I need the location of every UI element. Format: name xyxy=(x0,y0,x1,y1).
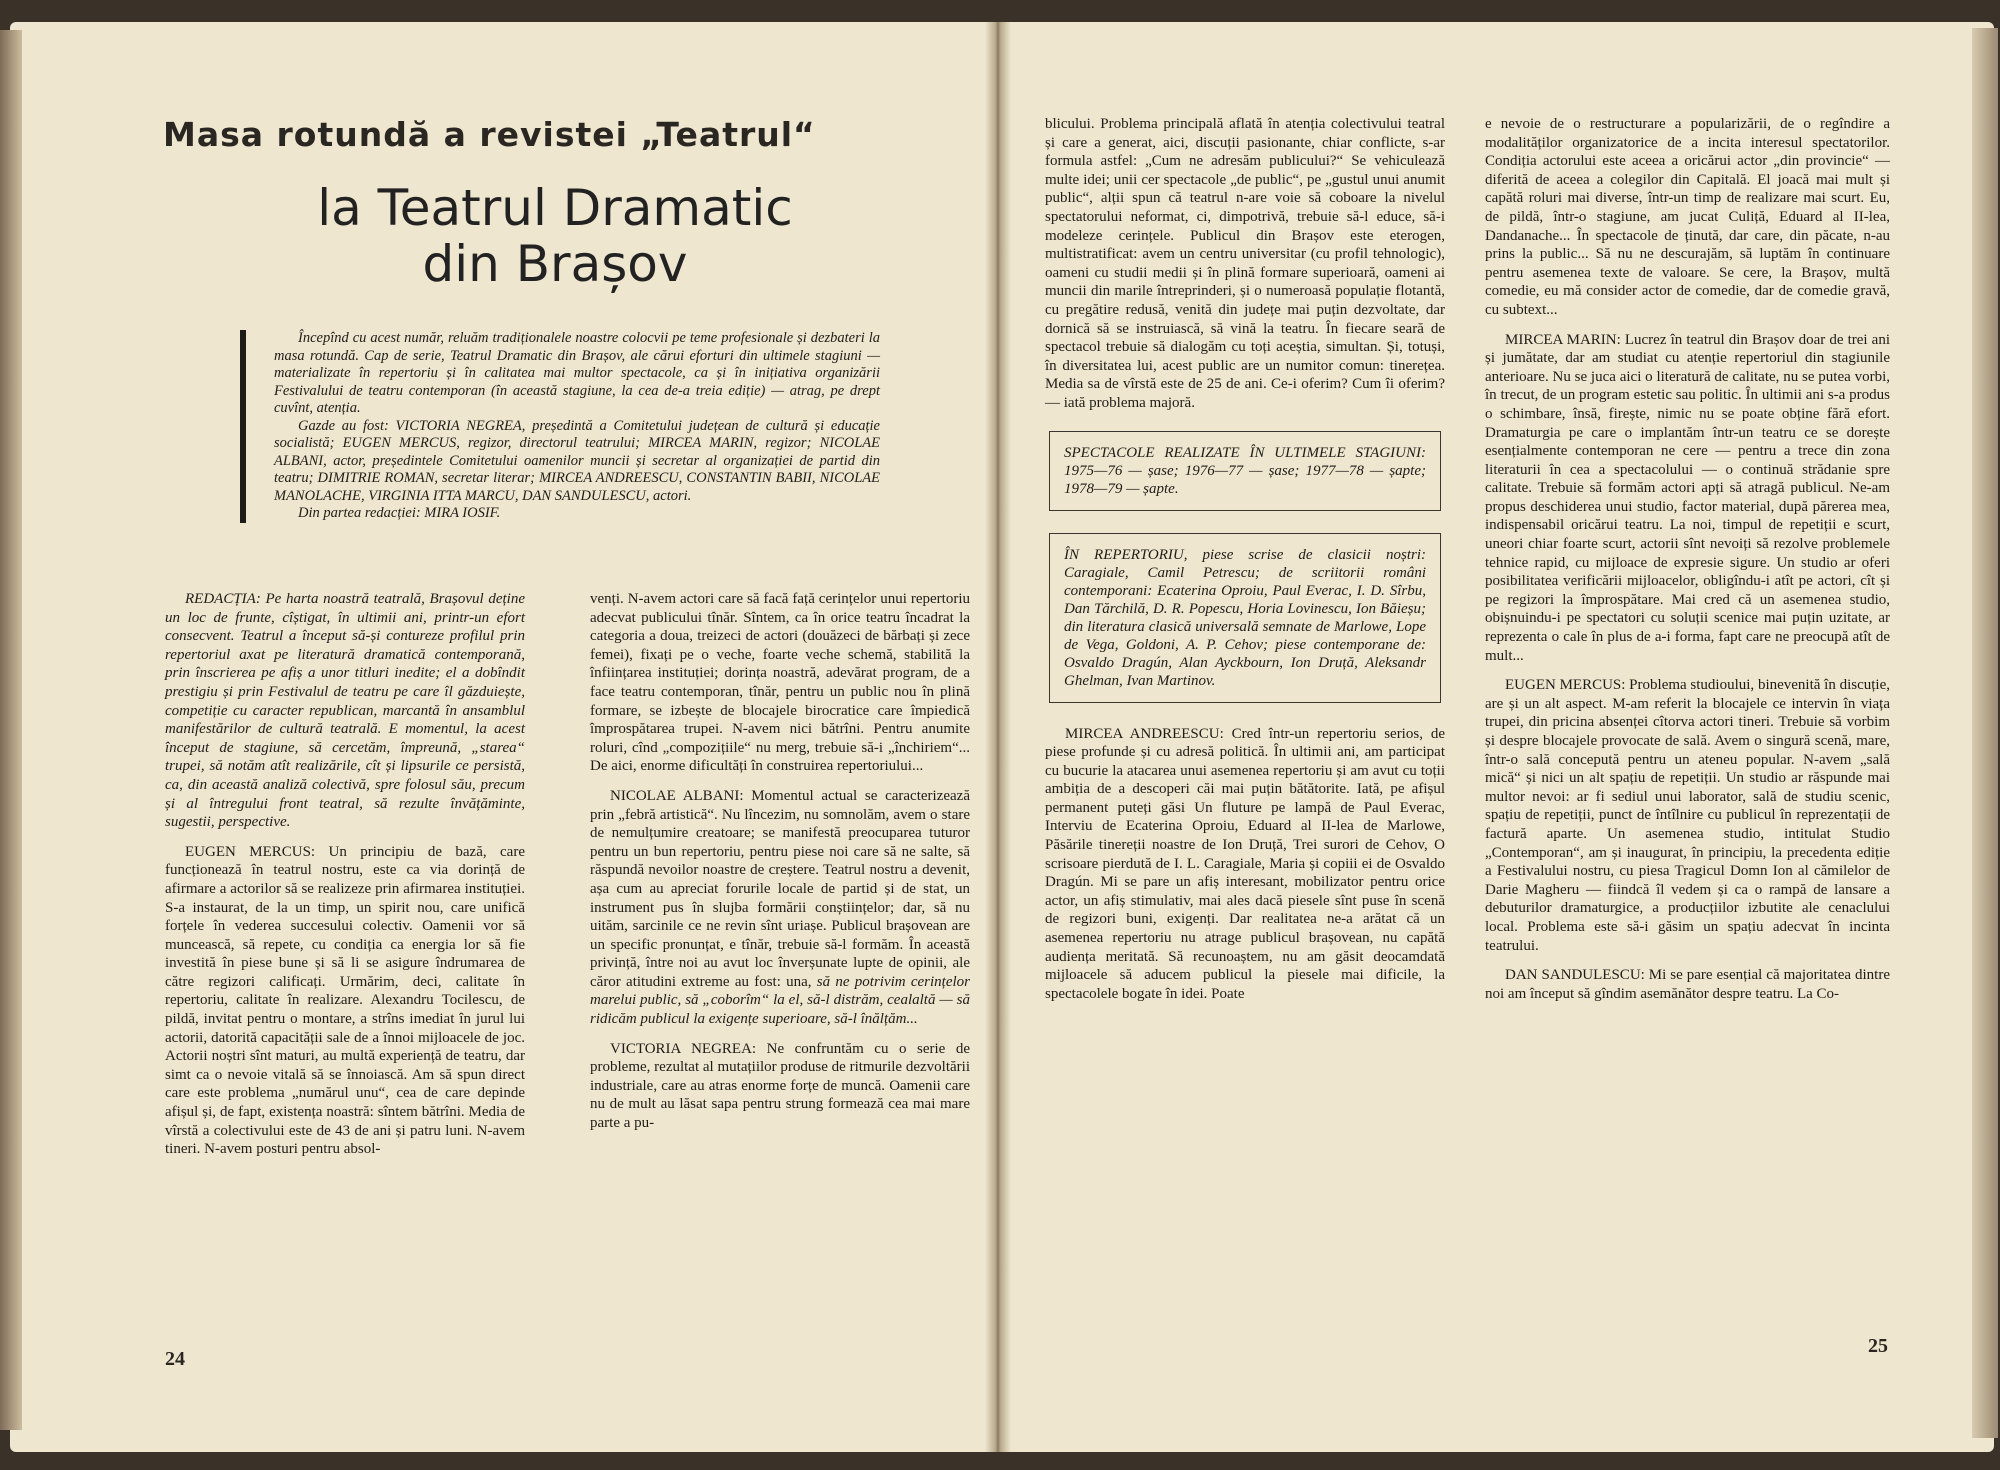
repertoire-box: ÎN REPERTORIU, piese scrise de clasicii noștri: Caragiale, Camil Petrescu; de scriitorii români contemporani: Ecaterina Oproiu, Paul Everac, I. D. Sîrbu, Dan Tărchilă, D. R. Popescu, Horia Lovinescu, Ion Băieșu; din literatura clasică universală semnate de Marlowe, Lope de Vega, Goldoni, A. P. Cehov; piese contemporane de: Osvaldo Dragún, Alan Ayckbourn, Ion Druță, Aleksandr Ghelman, Ivan Martinov. xyxy=(1049,533,1441,703)
intro-block xyxy=(240,330,880,523)
intro-paragraph: Începînd cu acest număr, reluăm tradiționalele noastre colocvii pe teme profesionale și dezbateri la masa rotundă. Cap de serie, Teatrul Dramatic din Brașov, ale cărui eforturi din ultimele stagiuni — materializate în repertoriu și în calitatea mai multor spectacole, ca și în inițiativa organizării Festivalului de teatru contemporan (în această stagiune, la cea de-a treia ediție) — atrag, pe drept cuvînt, atenția. xyxy=(274,330,880,416)
paragraph-negrea: VICTORIA NEGREA: Ne confruntăm cu o serie de probleme, rezultat al mutațiilor produse de ritmurile dezvoltării industriale, care au atras enorme forțe de muncă. Oamenii care nu de mult au lăsat sapa pentru strung formează cea mai mare parte a pu- xyxy=(590,1040,970,1132)
paragraph-mercus-2: EUGEN MERCUS: Problema studioului, binevenită în discuție, are și un alt aspect. M-am referit la blocajele ce intervin în viața trupei, din pricina absenței cîtorva actori tineri. Trebuie să vorbim și despre blocajele provocate de sală. Avem o singură scenă, mare, într-o sală concepută pentru un ateneu popular. N-avem „sală mică“ și nici un alt spațiu de repetiții. Un studio ar răspunde mai multor nevoi: ar fi sediul unui laborator, sală de studiu scenic, spațiu de repetiții, punct de întîlnire cu publicul în reprezentații de factură aparte. Un asemenea studio, intitulat Studio „Contemporan“, am și inaugurat, în principiu, la precedenta ediție a Festivalului nostru, cu piesa Tragicul Domn Ion al cămilelor de Darie Magheru — fiindcă îl vedem și ca o rampă de lansare a debuturilor dramaturgice, a producțiilor izbutite ale cenaclului local. Problema este să-i găsim un spațiu adecvat în incinta teatrului. xyxy=(1485,677,1890,954)
albani-italic: să ne potrivim cerințelor marelui public, să „coborîm“ la el, să-l distrăm, cealaltă — să ridicăm publicul la exigențe superioare, să-l înălțăm... xyxy=(590,973,970,1028)
title-line-2: din Brașov xyxy=(422,235,688,293)
page-number-right: 25 xyxy=(1868,1335,1888,1357)
title-line-1: la Teatrul Dramatic xyxy=(317,179,793,237)
column-2 xyxy=(590,590,970,1144)
column-1 xyxy=(165,590,525,1170)
paragraph-redactia: REDACȚIA: Pe harta noastră teatrală, Brașovul deține un loc de frunte, cîștigat, în ultimii ani, printr-un efort consecvent. Teatrul a început să-și contureze profilul prin repertoriul axat pe literatură dramatică contemporană, prin înscrierea pe afiș a unor titluri inedite; el a dobîndit prestigiu și prin Festivalul de teatru pe care îl găzduiește, competiție cu caracter republican, marcantă în ansamblul manifestărilor de cultură teatrală. E momentul, la acest început de stagiune, să cercetăm, împreună, „starea“ trupei, să notăm atît realizările, cît și lipsurile ce persistă, ca, din această analiză colectivă, spre folosul său, precum și al întregului front teatral, să rezulte învățăminte, sugestii, perspective. xyxy=(165,591,525,831)
book-left-edge xyxy=(0,30,22,1430)
book-gutter xyxy=(985,22,1011,1452)
stats-box: SPECTACOLE REALIZATE ÎN ULTIMELE STAGIUNI: 1975—76 — șase; 1976—77 — șase; 1977—78 — șapte; 1978—79 — șapte. xyxy=(1049,431,1441,511)
paragraph-marin: MIRCEA MARIN: Lucrez în teatrul din Brașov doar de trei ani și jumătate, dar am studiat cu atenție repertoriul din stagiunile anterioare. Nu se juca aici o literatură de calitate, nu se putea vorbi, în trecut, de un program estetic sau politic. În ultimii ani s-a produs o schimbare, însă, firește, nimic nu se poate obține fără efort. Dramaturgia pe care o implantăm într-un teatru ce se dorește esențialmente contemporan ne cere — pentru a trece din zona literaturii în cea a spectacolului — o continuă strădanie spre calitate. Trebuie să formăm actori apți să atragă publicul. Ne-am propus deschiderea unui studio, factor material, după părerea mea, indispensabil oricărui teatru. La noi, timpul de repetiții e scurt, uneori chiar foarte scurt, actorii sînt nevoiți să rezolve problemele tehnice rapid, cu mijloace de expresie sigure. Un studio ar oferi posibilitatea verificării mijloacelor, obligîndu-i atît pe actori, cît și pe regizori la împrospătare. Mai cred că un asemenea studio, obișnuindu-i pe spectatori cu soluții scenice mai puțin uzitate, ar reprezenta o cale în plus de a-i forma, fapt care ne preocupă atît de mult... xyxy=(1485,331,1890,664)
right-page xyxy=(1015,40,1965,1435)
intro-participants: Gazde au fost: VICTORIA NEGREA, președintă a Comitetului județean de cultură și educație socialistă; EUGEN MERCUS, regizor, directorul teatrului; MIRCEA MARIN, regizor; NICOLAE ALBANI, actor, președintele Comitetului oamenilor muncii și secretar al organizației de partid din teatru; DIMITRIE ROMAN, secretar literar; MIRCEA ANDREESCU, CONSTANTIN BABII, NICOLAE MANOLACHE, VIRGINIA ITTA MARCU, DAN SANDULESCU, actori. xyxy=(274,417,880,504)
book-right-edge xyxy=(1972,28,1998,1438)
paragraph-andreescu-cont: e nevoie de o restructurare a popularizării, de o regîndire a modalităților organizatorice de a incita interesul spectatorilor. Condiția actorului este aceea a oricărui actor „din provincie“ — diferită de aceea a colegilor din Capitală. El joacă mai mult și capătă roluri mai diverse, într-un timp de realizare mai scurt. Eu, de pildă, într-o stagiune, am jucat Culiță, Eduard al II-lea, Dandanache... În spectacole de ținută, dar care, din păcate, n-au prins la public... Să nu ne descurajăm, să luptăm în continuare pentru asemenea texte de valoare. Se cere, la Brașov, multă comedie, eu mă consider actor de comedie, dar de comedie gravă, cu subtext... xyxy=(1485,116,1890,318)
paragraph-mercus: EUGEN MERCUS: Un principiu de bază, care funcționează în teatrul nostru, este ca via dorință de afirmare a actorilor să se realizeze prin afirmarea instituției. S-a instaurat, de la un timp, un spirit nou, care unifică forțele în vederea succesului colectiv. Oamenii vor să muncească, să repete, cu condiția ca energia lor să fie investită în piese bune și să li se asigure îndrumarea de către regizori calificați. Urmărim, deci, calitate în repertoriu, calitate în realizare. Alexandru Tocilescu, de pildă, invitat pentru o montare, a strîns imediat în jurul lui actorii, datorită capacității sale de a înnoi mijloacele de joc. Actorii noștri sînt maturi, au multă experiență de teatru, dar simt ca o nevoie vitală să se înnoiască. Am să spun direct care este problema „numărul unu“, cea de care depinde afișul și, de fapt, existența noastră: sîntem bătrîni. Media de vîrstă a colectivului este de 43 de ani și patru luni. N-avem tineri. N-avem posturi pentru absol- xyxy=(165,843,525,1158)
paragraph-sandulescu: DAN SANDULESCU: Mi se pare esențial că majoritatea dintre noi am început să gîndim asemănător despre teatru. La Co- xyxy=(1485,967,1890,1002)
paragraph-andreescu: MIRCEA ANDREESCU: Cred într-un repertoriu serios, de piese profunde și cu adresă politică. În ultimii ani, am participat cu bucurie la atacarea unui asemenea repertoriu și am avut cu toții ambiția de a descoperi căi mai puțin bătătorite. Iată, pe afișul permanent puteți găsi Un fluture pe lampă de Paul Everac, Interviu de Ecaterina Oproiu, Eduard al II-lea de Marlowe, Păsările tinereții noastre de Ion Druță, Trei surori de Cehov, O scrisoare pierdută de I. L. Caragiale, Maria și copiii ei de Osvaldo Dragún. Mi se pare un afiș interesant, mobilizator pentru orice actor, un afiș stimulativ, mai ales dacă piesele sînt puse în scenă de regizori buni, exigenți. Dar realitatea ne-a arătat că un asemenea repertoriu nu atrage publicul brașovean, nu capătă audiența meritată. Să recunoaștem, nu am găsit deocamdată mijloacele să aducem publicul la piesele mai dificile, la spectacolele bogate în idei. Poate xyxy=(1045,725,1445,1002)
albani-text: NICOLAE ALBANI: Momentul actual se caracterizează prin „febră artistică“. Nu lîncezim, nu somnolăm, avem o stare de nemulțumire creatoare; se manifestă preocuparea tuturor pentru un bun repertoriu, pentru piese noi care să ne salte, să răspundă nevoilor noastre de creștere. Teatrul nostru a devenit, așa cum au apreciat forurile locale de partid și de stat, un instrument pus în slujba formării conștiințelor; dar, să nu uităm, sarcinile ce ne revin sînt uriașe. Publicul brașovean are un specific pronunțat, e tînăr, trebuie să-l formăm. În această privință, între noi au avut loc înverșunate lupte de opinii, ale căror atitudini extreme au fost: una, xyxy=(590,787,970,990)
paragraph-negrea-cont: blicului. Problema principală aflată în atenția colectivului teatral și care a generat, aici, discuții pasionante, chiar conflicte, s-ar formula astfel: „Cum ne adresăm publicului?“ Se vehiculează multe idei; unii cer spectacole „de public“, pe „gustul unui anumit public“, alții spun că teatrul n-are voie să coboare la nivelul spectatorului neformat, ci, dimpotrivă, trebuie să-l educe, să-i modeleze cerințele. Publicul din Brașov este eterogen, multistratificat: avem un centru universitar (cu profil tehnologic), oameni cu studii medii și în plină formare superioară, oameni ai muncii din marile întreprinderi, și o numeroasă populație flotantă, cu pregătire redusă, venită din județe mai puțin dezvoltate, dar dornică să se instruiască, să vină la teatru. În fiecare seară de spectacol trebuie să dialogăm cu toți aceștia, simultan. Și, totuși, în diversitatea lui, acest public are un numitor comun: tinerețea. Media sa de vîrstă este de 25 de ani. Ce-i oferim? Cum îi oferim? — iată problema majoră. xyxy=(1045,116,1445,411)
left-page xyxy=(35,40,980,1435)
paragraph-continuation: venți. N-avem actori care să facă față cerințelor unui repertoriu adecvat publicului tînăr. Sîntem, ca în orice teatru încadrat la categoria a doua, treizeci de actori (douăzeci de bărbați și zece femei), fixați pe o veche, foarte veche schemă, stabilită la înființarea instituției; dorința noastră, adevărat program, de a face teatru contemporan, tînăr, pentru un public nou în plină formare, se izbește de blocajele birocratice care împiedică împrospătarea trupei. N-avem nici bătrîni. Pentru anumite roluri, cînd „compozițiile“ nu merg, trebuie să-i „închiriem“... De aici, enorme dificultăți în construirea repertoriului... xyxy=(590,591,970,775)
series-kicker: Masa rotundă a revistei „Teatrul“ xyxy=(163,115,816,154)
page-number-left: 24 xyxy=(165,1348,185,1370)
intro-editorial: Din partea redacției: MIRA IOSIF. xyxy=(298,505,501,521)
article-title xyxy=(205,180,905,292)
column-3 xyxy=(1045,115,1445,1014)
paragraph-albani xyxy=(590,787,970,1029)
column-4 xyxy=(1485,115,1890,1014)
